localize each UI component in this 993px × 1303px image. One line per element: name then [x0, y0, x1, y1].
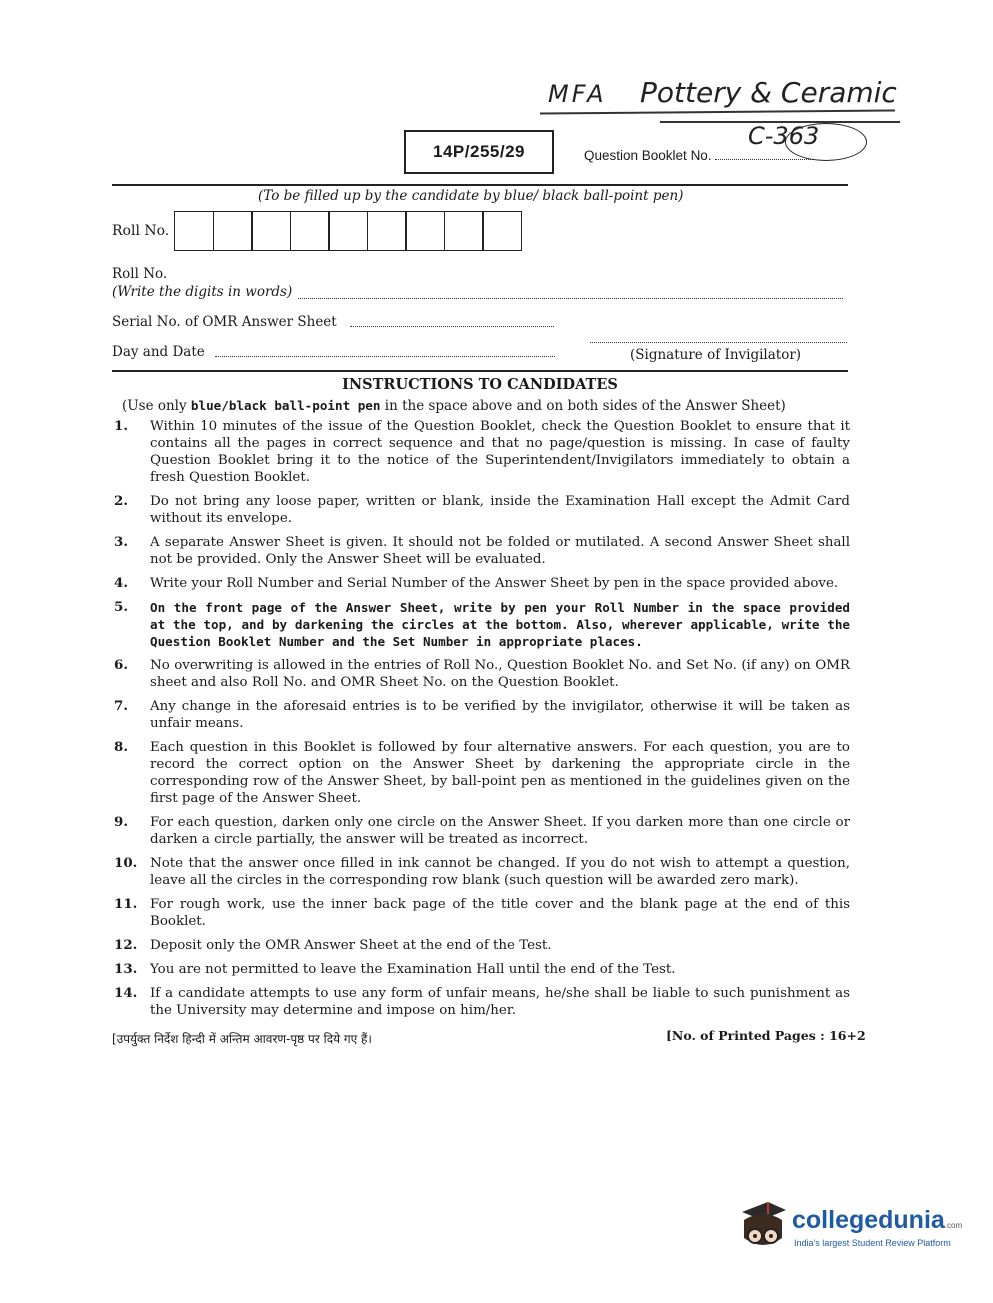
roll-digit-box[interactable]	[290, 211, 330, 251]
list-item	[114, 896, 850, 930]
list-item	[114, 698, 850, 732]
roll-digit-box[interactable]	[367, 211, 407, 251]
item-text: No overwriting is allowed in the entries of Roll No., Question Booklet No. and Set No. (if any) on OMR sheet and also Roll No. and OMR Sheet No. on the Question Booklet.	[150, 658, 850, 690]
item-number: 14.	[114, 985, 138, 1001]
day-date-label: Day and Date	[112, 344, 205, 360]
roll-words-hint: (Write the digits in words)	[112, 284, 293, 300]
list-item	[114, 534, 850, 568]
booklet-number-label-text: Question Booklet No.	[584, 148, 712, 163]
handwritten-overline	[660, 121, 900, 123]
item-text: Deposit only the OMR Answer Sheet at the end of the Test.	[150, 938, 552, 953]
preamble-bold: blue/black ball-point pen	[190, 398, 381, 413]
item-text: Do not bring any loose paper, written or blank, inside the Examination Hall except the Admit Card without its envelope.	[150, 494, 850, 526]
list-item	[114, 814, 850, 848]
item-text: For each question, darken only one circle on the Answer Sheet. If you darken more than one circle or darken a circle partially, the answer will be treated as incorrect.	[150, 815, 850, 847]
booklet-number-field[interactable]	[715, 149, 815, 160]
item-text: On the front page of the Answer Sheet, write by pen your Roll Number in the space provided at the top, and by darkening the circles at the bottom. Also, wherever applicable, write the Question Booklet Number and the Set Number in appropriate places.	[150, 600, 850, 649]
roll-digit-box[interactable]	[405, 211, 445, 251]
list-item	[114, 575, 850, 592]
collegedunia-logo	[738, 1198, 968, 1258]
fill-instruction-note: (To be filled up by the candidate by blue/ black ball-point pen)	[258, 188, 684, 204]
roll-digit-box[interactable]	[213, 211, 253, 251]
item-number: 10.	[114, 855, 138, 871]
handwritten-program: MFA	[548, 80, 607, 108]
roll-digit-box[interactable]	[328, 211, 368, 251]
item-text: You are not permitted to leave the Examination Hall until the end of the Test.	[150, 962, 676, 977]
signature-field[interactable]	[590, 334, 847, 343]
item-number: 5.	[114, 599, 128, 615]
item-text: Write your Roll Number and Serial Number of the Answer Sheet by pen in the space provided above.	[150, 576, 839, 591]
item-text: If a candidate attempts to use any form of unfair means, he/she shall be liable to such punishment as the University may determine and impose on him/her.	[150, 986, 850, 1018]
handwritten-booklet-number: C-363	[748, 122, 820, 150]
roll-words-label: Roll No.	[112, 266, 168, 282]
item-number: 8.	[114, 739, 128, 755]
paper-code: 14P/255/29	[404, 130, 554, 174]
item-number: 4.	[114, 575, 128, 591]
list-item	[114, 657, 850, 691]
day-date-field[interactable]	[215, 348, 555, 357]
roll-digit-box[interactable]	[482, 211, 522, 251]
brand-suffix: .com	[944, 1221, 963, 1230]
item-text: Within 10 minutes of the issue of the Question Booklet, check the Question Booklet to ensure that it contains all the pages in correct sequence and that no page/question is missing. In case of faulty Question Booklet bring it to the notice of the Superintendent/Invigilators immediately to obtain a fresh Question Booklet.	[150, 419, 850, 485]
hindi-note: [उपर्युक्त निर्देश हिन्दी में अन्तिम आवरण-पृष्ठ पर दिये गए हैं।	[112, 1032, 372, 1046]
item-text: Each question in this Booklet is followed by four alternative answers. For each question, you are to record the correct option on the Answer Sheet by darkening the appropriate circle in the corresponding row of the Answer Sheet, by ball-point pen as mentioned in the guidelines given on the first page of the Answer Sheet.	[150, 740, 850, 806]
roll-digit-box[interactable]	[444, 211, 484, 251]
list-item	[114, 985, 850, 1019]
roll-words-field[interactable]	[298, 290, 843, 299]
list-item	[114, 739, 850, 807]
mascot-icon	[738, 1198, 788, 1256]
preamble-text-end: in the space above and on both sides of the Answer Sheet)	[380, 398, 786, 414]
item-number: 12.	[114, 937, 138, 953]
item-number: 1.	[114, 418, 128, 434]
item-number: 13.	[114, 961, 138, 977]
serial-no-label: Serial No. of OMR Answer Sheet	[112, 314, 337, 330]
serial-no-field[interactable]	[350, 318, 554, 327]
handwritten-underline	[540, 109, 895, 114]
handwritten-subject: Pottery & Ceramic	[640, 76, 897, 109]
brand-name: collegedunia	[792, 1206, 945, 1234]
booklet-number-label	[584, 148, 815, 163]
roll-digit-box[interactable]	[174, 211, 214, 251]
list-item	[114, 961, 850, 978]
brand-tagline: India's largest Student Review Platform	[794, 1238, 951, 1248]
item-number: 7.	[114, 698, 128, 714]
roll-digit-box[interactable]	[251, 211, 291, 251]
list-item	[114, 493, 850, 527]
form-divider	[112, 370, 848, 372]
header-divider	[112, 184, 848, 186]
item-number: 3.	[114, 534, 128, 550]
item-number: 2.	[114, 493, 128, 509]
item-number: 9.	[114, 814, 128, 830]
roll-no-label: Roll No.	[112, 223, 170, 239]
item-text: Note that the answer once filled in ink cannot be changed. If you do not wish to attempt a question, leave all the circles in the corresponding row blank (such question will be awarded zero mark).	[150, 856, 850, 888]
instructions-title: INSTRUCTIONS TO CANDIDATES	[342, 376, 618, 393]
item-number: 6.	[114, 657, 128, 673]
instructions-list	[114, 418, 850, 1026]
printed-pages: [No. of Printed Pages : 16+2	[666, 1028, 866, 1043]
instructions-preamble	[122, 398, 786, 414]
list-item	[114, 855, 850, 889]
list-item	[114, 937, 850, 954]
item-number: 11.	[114, 896, 138, 912]
item-text: For rough work, use the inner back page of the title cover and the blank page at the end of this Booklet.	[150, 897, 850, 929]
list-item	[114, 418, 850, 486]
item-text: A separate Answer Sheet is given. It should not be folded or mutilated. A second Answer Sheet shall not be provided. Only the Answer Sheet will be evaluated.	[150, 535, 850, 567]
list-item	[114, 599, 850, 650]
preamble-text: (Use only	[122, 398, 191, 414]
roll-no-boxes	[174, 211, 522, 251]
signature-label: (Signature of Invigilator)	[630, 347, 802, 363]
item-text: Any change in the aforesaid entries is to be verified by the invigilator, otherwise it will be taken as unfair means.	[150, 699, 850, 731]
